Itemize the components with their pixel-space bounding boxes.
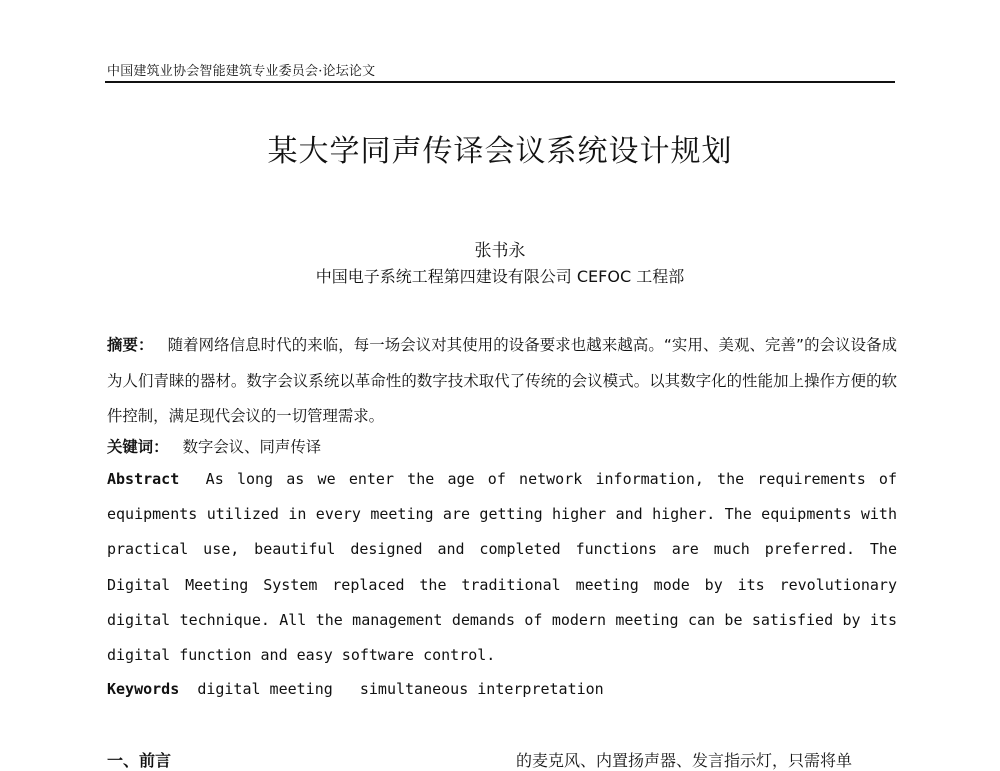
- keywords-en: [107, 672, 604, 707]
- keywords-zh-label: 关键词：: [107, 438, 169, 456]
- abstract-zh-label: 摘要：: [107, 336, 154, 354]
- abstract-en: [107, 462, 897, 673]
- abstract-zh: [107, 328, 897, 435]
- abstract-en-text: As long as we enter the age of network information, the requirements of equipments utilized in every meeting are getting higher and higher. The equipments with practical use, beautiful designed and completed functions are much preferred. The Digital Meeting System replaced the traditional meeting mode by its revolutionary digital technique. All the management demands of modern meeting can be satisfied by its digital function and easy software control.: [107, 470, 897, 665]
- abstract-en-label: Abstract: [107, 470, 180, 488]
- running-header: 中国建筑业协会智能建筑专业委员会·论坛论文: [107, 64, 376, 79]
- keywords-en-text: digital meeting simultaneous interpretation: [197, 680, 604, 698]
- right-column-text: 的麦克风、内置扬声器、发言指示灯，只需将单: [516, 751, 853, 770]
- author-name: 张书永: [474, 241, 526, 261]
- keywords-en-label: Keywords: [107, 680, 180, 698]
- section-heading: 一、前言: [107, 751, 172, 770]
- paper-title: 某大学同声传译会议系统设计规划: [267, 134, 733, 169]
- header-rule: [105, 81, 895, 83]
- author-affiliation: 中国电子系统工程第四建设有限公司 CEFOC 工程部: [315, 267, 685, 286]
- keywords-zh: [107, 430, 321, 465]
- abstract-zh-text: 随着网络信息时代的来临，每一场会议对其使用的设备要求也越来越高。“实用、美观、完善”的会议设备成为人们青睐的器材。数字会议系统以革命性的数字技术取代了传统的会议模式。以其数字化的性能加上操作方便的软件控制，满足现代会议的一切管理需求。: [107, 336, 897, 425]
- keywords-zh-text: 数字会议、同声传译: [182, 438, 322, 456]
